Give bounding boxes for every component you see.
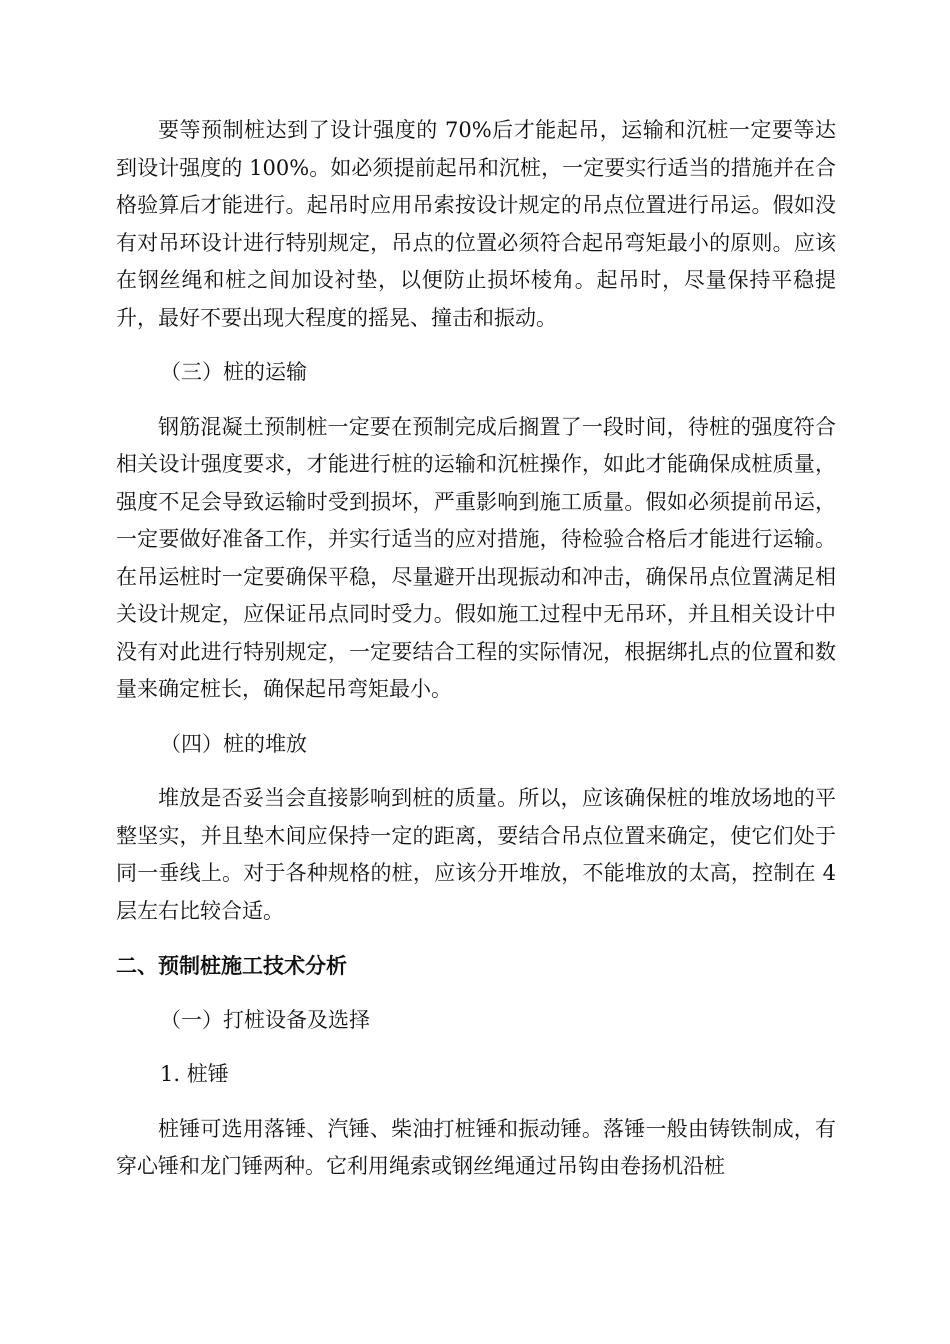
heading-pile-stacking: （四）桩的堆放 (160, 731, 307, 756)
heading-pile-hammer: 1. 桩锤 (160, 1062, 229, 1086)
paragraph-transport: 钢筋混凝土预制桩一定要在预制完成后搁置了一段时间，待桩的强度符合相关设计强度要求，才能进行桩的运输和沉桩操作，如此才能确保成桩质量，强度不足会导致运输时受到损坏，严重影响到施工质量。假如必须提前吊运，一定要做好准备工作，并实行适当的应对措施，待检验合格后才能进行运输。在吊运桩时一定要确保平稳，尽量避开出现振动和冲击，确保吊点位置满足相关设计规定，应保证吊点同时受力。假如施工过程中无吊环，并且相关设计中没有对此进行特别规定，一定要结合工程的实际情况，根据绑扎点的位置和数量来确定桩长，确保起吊弯矩最小。 (116, 414, 836, 701)
heading-pile-equipment: （一）打桩设备及选择 (160, 1007, 370, 1032)
heading-pile-transport: （三）桩的运输 (160, 360, 307, 384)
document-page (116, 112, 836, 1186)
paragraph-stacking: 堆放是否妥当会直接影响到桩的质量。所以，应该确保桩的堆放场地的平整坚实，并且垫木间应保持一定的距离，要结合吊点位置来确定，使它们处于同一垂线上。对于各种规格的桩，应该分开堆放，不能堆放的太高，控制在 4 层左右比较合适。 (116, 786, 836, 923)
paragraph-hammer: 桩锤可选用落锤、汽锤、柴油打桩锤和振动锤。落锤一般由铸铁制成，有穿心锤和龙门锤两种。它利用绳索或钢丝绳通过吊钩由卷扬机沿桩 (116, 1116, 836, 1178)
heading-section-two: 二、预制桩施工技术分析 (116, 953, 347, 978)
paragraph-lifting: 要等预制桩达到了设计强度的 70%后才能起吊，运输和沉桩一定要等达到设计强度的 100%。如必须提前起吊和沉桩，一定要实行适当的措施并在合格验算后才能进行。起吊时应用吊索按设计规定的吊点位置进行吊运。假如没有对吊环设计进行特别规定，吊点的位置必须符合起吊弯矩最小的原则。应该在钢丝绳和桩之间加设衬垫，以便防止损坏棱角。起吊时，尽量保持平稳提升，最好不要出现大程度的摇晃、撞击和振动。 (116, 118, 836, 330)
